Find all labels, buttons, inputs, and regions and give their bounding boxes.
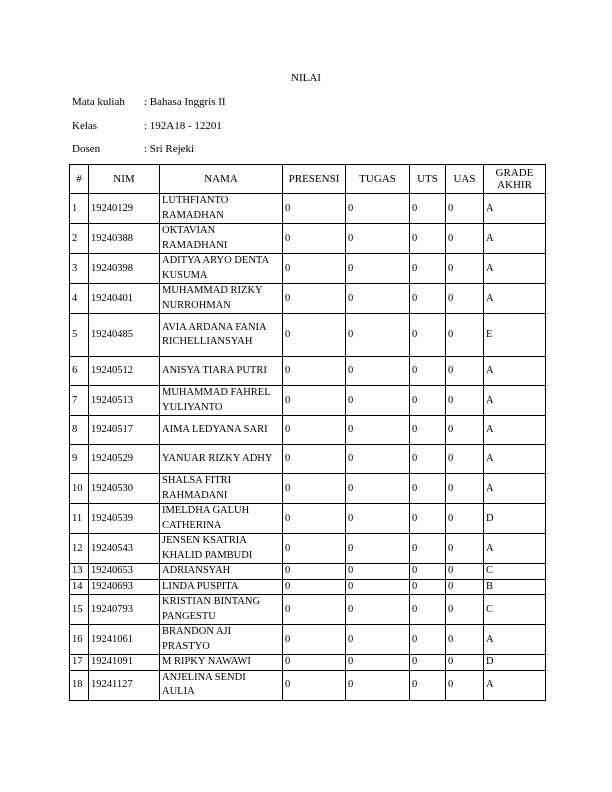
presensi-cell: 0: [283, 595, 346, 625]
presensi-cell: 0: [283, 655, 346, 671]
nama-cell: KRISTIAN BINTANG PANGESTU: [160, 595, 283, 625]
uts-cell: 0: [410, 595, 446, 625]
presensi-cell: 0: [283, 224, 346, 254]
presensi-cell: 0: [283, 416, 346, 445]
uts-cell: 0: [410, 314, 446, 357]
nim-cell: 19240653: [89, 564, 160, 580]
uts-cell: 0: [410, 564, 446, 580]
presensi-cell: 0: [283, 504, 346, 534]
col-presensi-header: PRESENSI: [283, 165, 346, 194]
nama-cell: MUHAMMAD RIZKY NURROHMAN: [160, 284, 283, 314]
table-row: [70, 474, 546, 504]
nim-cell: 19240517: [89, 416, 160, 445]
tugas-cell: 0: [346, 564, 410, 580]
nama-cell: ADRIANSYAH: [160, 564, 283, 580]
grade-cell: A: [484, 194, 546, 224]
row-number: 11: [70, 504, 89, 534]
nama-cell: M RIPKY NAWAWI: [160, 655, 283, 671]
presensi-cell: 0: [283, 386, 346, 416]
tugas-cell: 0: [346, 254, 410, 284]
grade-cell: A: [484, 670, 546, 700]
table-header-row: [70, 165, 546, 194]
grades-table: [69, 164, 546, 701]
uas-cell: 0: [446, 445, 484, 474]
grade-cell: A: [484, 445, 546, 474]
nama-cell: ANISYA TIARA PUTRI: [160, 357, 283, 386]
table-row: [70, 284, 546, 314]
grade-cell: C: [484, 564, 546, 580]
uts-cell: 0: [410, 224, 446, 254]
grade-cell: A: [484, 224, 546, 254]
grade-cell: D: [484, 504, 546, 534]
nim-cell: 19240398: [89, 254, 160, 284]
grade-cell: A: [484, 284, 546, 314]
tugas-cell: 0: [346, 445, 410, 474]
uts-cell: 0: [410, 579, 446, 595]
table-row: [70, 595, 546, 625]
course-value: : Bahasa Inggris II: [144, 96, 226, 108]
row-number: 3: [70, 254, 89, 284]
nim-cell: 19240539: [89, 504, 160, 534]
presensi-cell: 0: [283, 314, 346, 357]
uas-cell: 0: [446, 504, 484, 534]
nama-cell: LINDA PUSPITA: [160, 579, 283, 595]
uas-cell: 0: [446, 224, 484, 254]
grade-cell: B: [484, 579, 546, 595]
table-row: [70, 254, 546, 284]
presensi-cell: 0: [283, 670, 346, 700]
nim-cell: 19240485: [89, 314, 160, 357]
nim-cell: 19241061: [89, 625, 160, 655]
table-row: [70, 445, 546, 474]
table-row: [70, 194, 546, 224]
row-number: 17: [70, 655, 89, 671]
row-number: 15: [70, 595, 89, 625]
nim-cell: 19240793: [89, 595, 160, 625]
presensi-cell: 0: [283, 284, 346, 314]
table-row: [70, 314, 546, 357]
uas-cell: 0: [446, 474, 484, 504]
nama-cell: JENSEN KSATRIA KHALID PAMBUDI: [160, 534, 283, 564]
tugas-cell: 0: [346, 474, 410, 504]
tugas-cell: 0: [346, 595, 410, 625]
row-number: 13: [70, 564, 89, 580]
grade-cell: A: [484, 534, 546, 564]
uts-cell: 0: [410, 504, 446, 534]
uas-cell: 0: [446, 655, 484, 671]
class-row: [72, 120, 222, 132]
uas-cell: 0: [446, 564, 484, 580]
row-number: 4: [70, 284, 89, 314]
col-nim-header: NIM: [89, 165, 160, 194]
uts-cell: 0: [410, 445, 446, 474]
nama-cell: AVIA ARDANA FANIA RICHELLIANSYAH: [160, 314, 283, 357]
course-row: [72, 96, 226, 108]
presensi-cell: 0: [283, 254, 346, 284]
presensi-cell: 0: [283, 625, 346, 655]
nim-cell: 19241127: [89, 670, 160, 700]
lecturer-row: [72, 143, 194, 155]
tugas-cell: 0: [346, 224, 410, 254]
tugas-cell: 0: [346, 670, 410, 700]
course-label: Mata kuliah: [72, 96, 125, 108]
presensi-cell: 0: [283, 474, 346, 504]
uts-cell: 0: [410, 625, 446, 655]
row-number: 9: [70, 445, 89, 474]
table-row: [70, 670, 546, 700]
table-row: [70, 579, 546, 595]
nama-cell: MUHAMMAD FAHREL YULIYANTO: [160, 386, 283, 416]
uas-cell: 0: [446, 254, 484, 284]
uts-cell: 0: [410, 534, 446, 564]
uas-cell: 0: [446, 595, 484, 625]
nim-cell: 19240530: [89, 474, 160, 504]
table-row: [70, 655, 546, 671]
grade-cell: A: [484, 625, 546, 655]
tugas-cell: 0: [346, 357, 410, 386]
page-title: NILAI: [291, 72, 321, 84]
nim-cell: 19240543: [89, 534, 160, 564]
tugas-cell: 0: [346, 534, 410, 564]
row-number: 5: [70, 314, 89, 357]
col-nama-header: NAMA: [160, 165, 283, 194]
class-label: Kelas: [72, 120, 98, 132]
tugas-cell: 0: [346, 625, 410, 655]
nim-cell: 19240693: [89, 579, 160, 595]
grade-cell: C: [484, 595, 546, 625]
uts-cell: 0: [410, 254, 446, 284]
presensi-cell: 0: [283, 445, 346, 474]
uas-cell: 0: [446, 194, 484, 224]
uas-cell: 0: [446, 579, 484, 595]
nim-cell: 19240529: [89, 445, 160, 474]
nama-cell: ANJELINA SENDI AULIA: [160, 670, 283, 700]
table-row: [70, 564, 546, 580]
nim-cell: 19240388: [89, 224, 160, 254]
col-tugas-header: TUGAS: [346, 165, 410, 194]
nama-cell: YANUAR RIZKY ADHY: [160, 445, 283, 474]
nim-cell: 19240513: [89, 386, 160, 416]
table-row: [70, 357, 546, 386]
row-number: 7: [70, 386, 89, 416]
grade-cell: A: [484, 254, 546, 284]
nim-cell: 19240129: [89, 194, 160, 224]
uts-cell: 0: [410, 386, 446, 416]
lecturer-value: : Sri Rejeki: [144, 143, 195, 155]
row-number: 6: [70, 357, 89, 386]
table-row: [70, 224, 546, 254]
col-uts-header: UTS: [410, 165, 446, 194]
table-row: [70, 625, 546, 655]
presensi-cell: 0: [283, 194, 346, 224]
grade-cell: A: [484, 416, 546, 445]
row-number: 1: [70, 194, 89, 224]
table-row: [70, 386, 546, 416]
grade-cell: E: [484, 314, 546, 357]
grade-cell: A: [484, 474, 546, 504]
col-number-header: #: [70, 165, 89, 194]
uts-cell: 0: [410, 357, 446, 386]
row-number: 2: [70, 224, 89, 254]
col-uas-header: UAS: [446, 165, 484, 194]
uas-cell: 0: [446, 416, 484, 445]
row-number: 8: [70, 416, 89, 445]
table-row: [70, 504, 546, 534]
tugas-cell: 0: [346, 194, 410, 224]
tugas-cell: 0: [346, 314, 410, 357]
uts-cell: 0: [410, 416, 446, 445]
uas-cell: 0: [446, 386, 484, 416]
tugas-cell: 0: [346, 655, 410, 671]
grade-cell: A: [484, 386, 546, 416]
nama-cell: OKTAVIAN RAMADHANI: [160, 224, 283, 254]
uts-cell: 0: [410, 474, 446, 504]
nama-cell: BRANDON AJI PRASTYO: [160, 625, 283, 655]
uts-cell: 0: [410, 194, 446, 224]
nama-cell: SHALSA FITRI RAHMADANI: [160, 474, 283, 504]
presensi-cell: 0: [283, 357, 346, 386]
tugas-cell: 0: [346, 416, 410, 445]
table-row: [70, 534, 546, 564]
uas-cell: 0: [446, 357, 484, 386]
nim-cell: 19240401: [89, 284, 160, 314]
uts-cell: 0: [410, 284, 446, 314]
presensi-cell: 0: [283, 579, 346, 595]
uas-cell: 0: [446, 625, 484, 655]
grade-cell: D: [484, 655, 546, 671]
class-value: : 192A18 - 12201: [144, 120, 222, 132]
presensi-cell: 0: [283, 534, 346, 564]
presensi-cell: 0: [283, 564, 346, 580]
nama-cell: IMELDHA GALUH CATHERINA: [160, 504, 283, 534]
lecturer-label: Dosen: [72, 143, 101, 155]
grade-cell: A: [484, 357, 546, 386]
tugas-cell: 0: [346, 386, 410, 416]
tugas-cell: 0: [346, 504, 410, 534]
nama-cell: AIMA LEDYANA SARI: [160, 416, 283, 445]
row-number: 14: [70, 579, 89, 595]
row-number: 12: [70, 534, 89, 564]
nim-cell: 19241091: [89, 655, 160, 671]
col-grade-header: GRADE AKHIR: [484, 165, 546, 194]
nama-cell: ADITYA ARYO DENTA KUSUMA: [160, 254, 283, 284]
tugas-cell: 0: [346, 284, 410, 314]
tugas-cell: 0: [346, 579, 410, 595]
nim-cell: 19240512: [89, 357, 160, 386]
uts-cell: 0: [410, 670, 446, 700]
row-number: 18: [70, 670, 89, 700]
row-number: 10: [70, 474, 89, 504]
nama-cell: LUTHFIANTO RAMADHAN: [160, 194, 283, 224]
uas-cell: 0: [446, 670, 484, 700]
uas-cell: 0: [446, 534, 484, 564]
table-row: [70, 416, 546, 445]
uts-cell: 0: [410, 655, 446, 671]
uas-cell: 0: [446, 314, 484, 357]
uas-cell: 0: [446, 284, 484, 314]
row-number: 16: [70, 625, 89, 655]
